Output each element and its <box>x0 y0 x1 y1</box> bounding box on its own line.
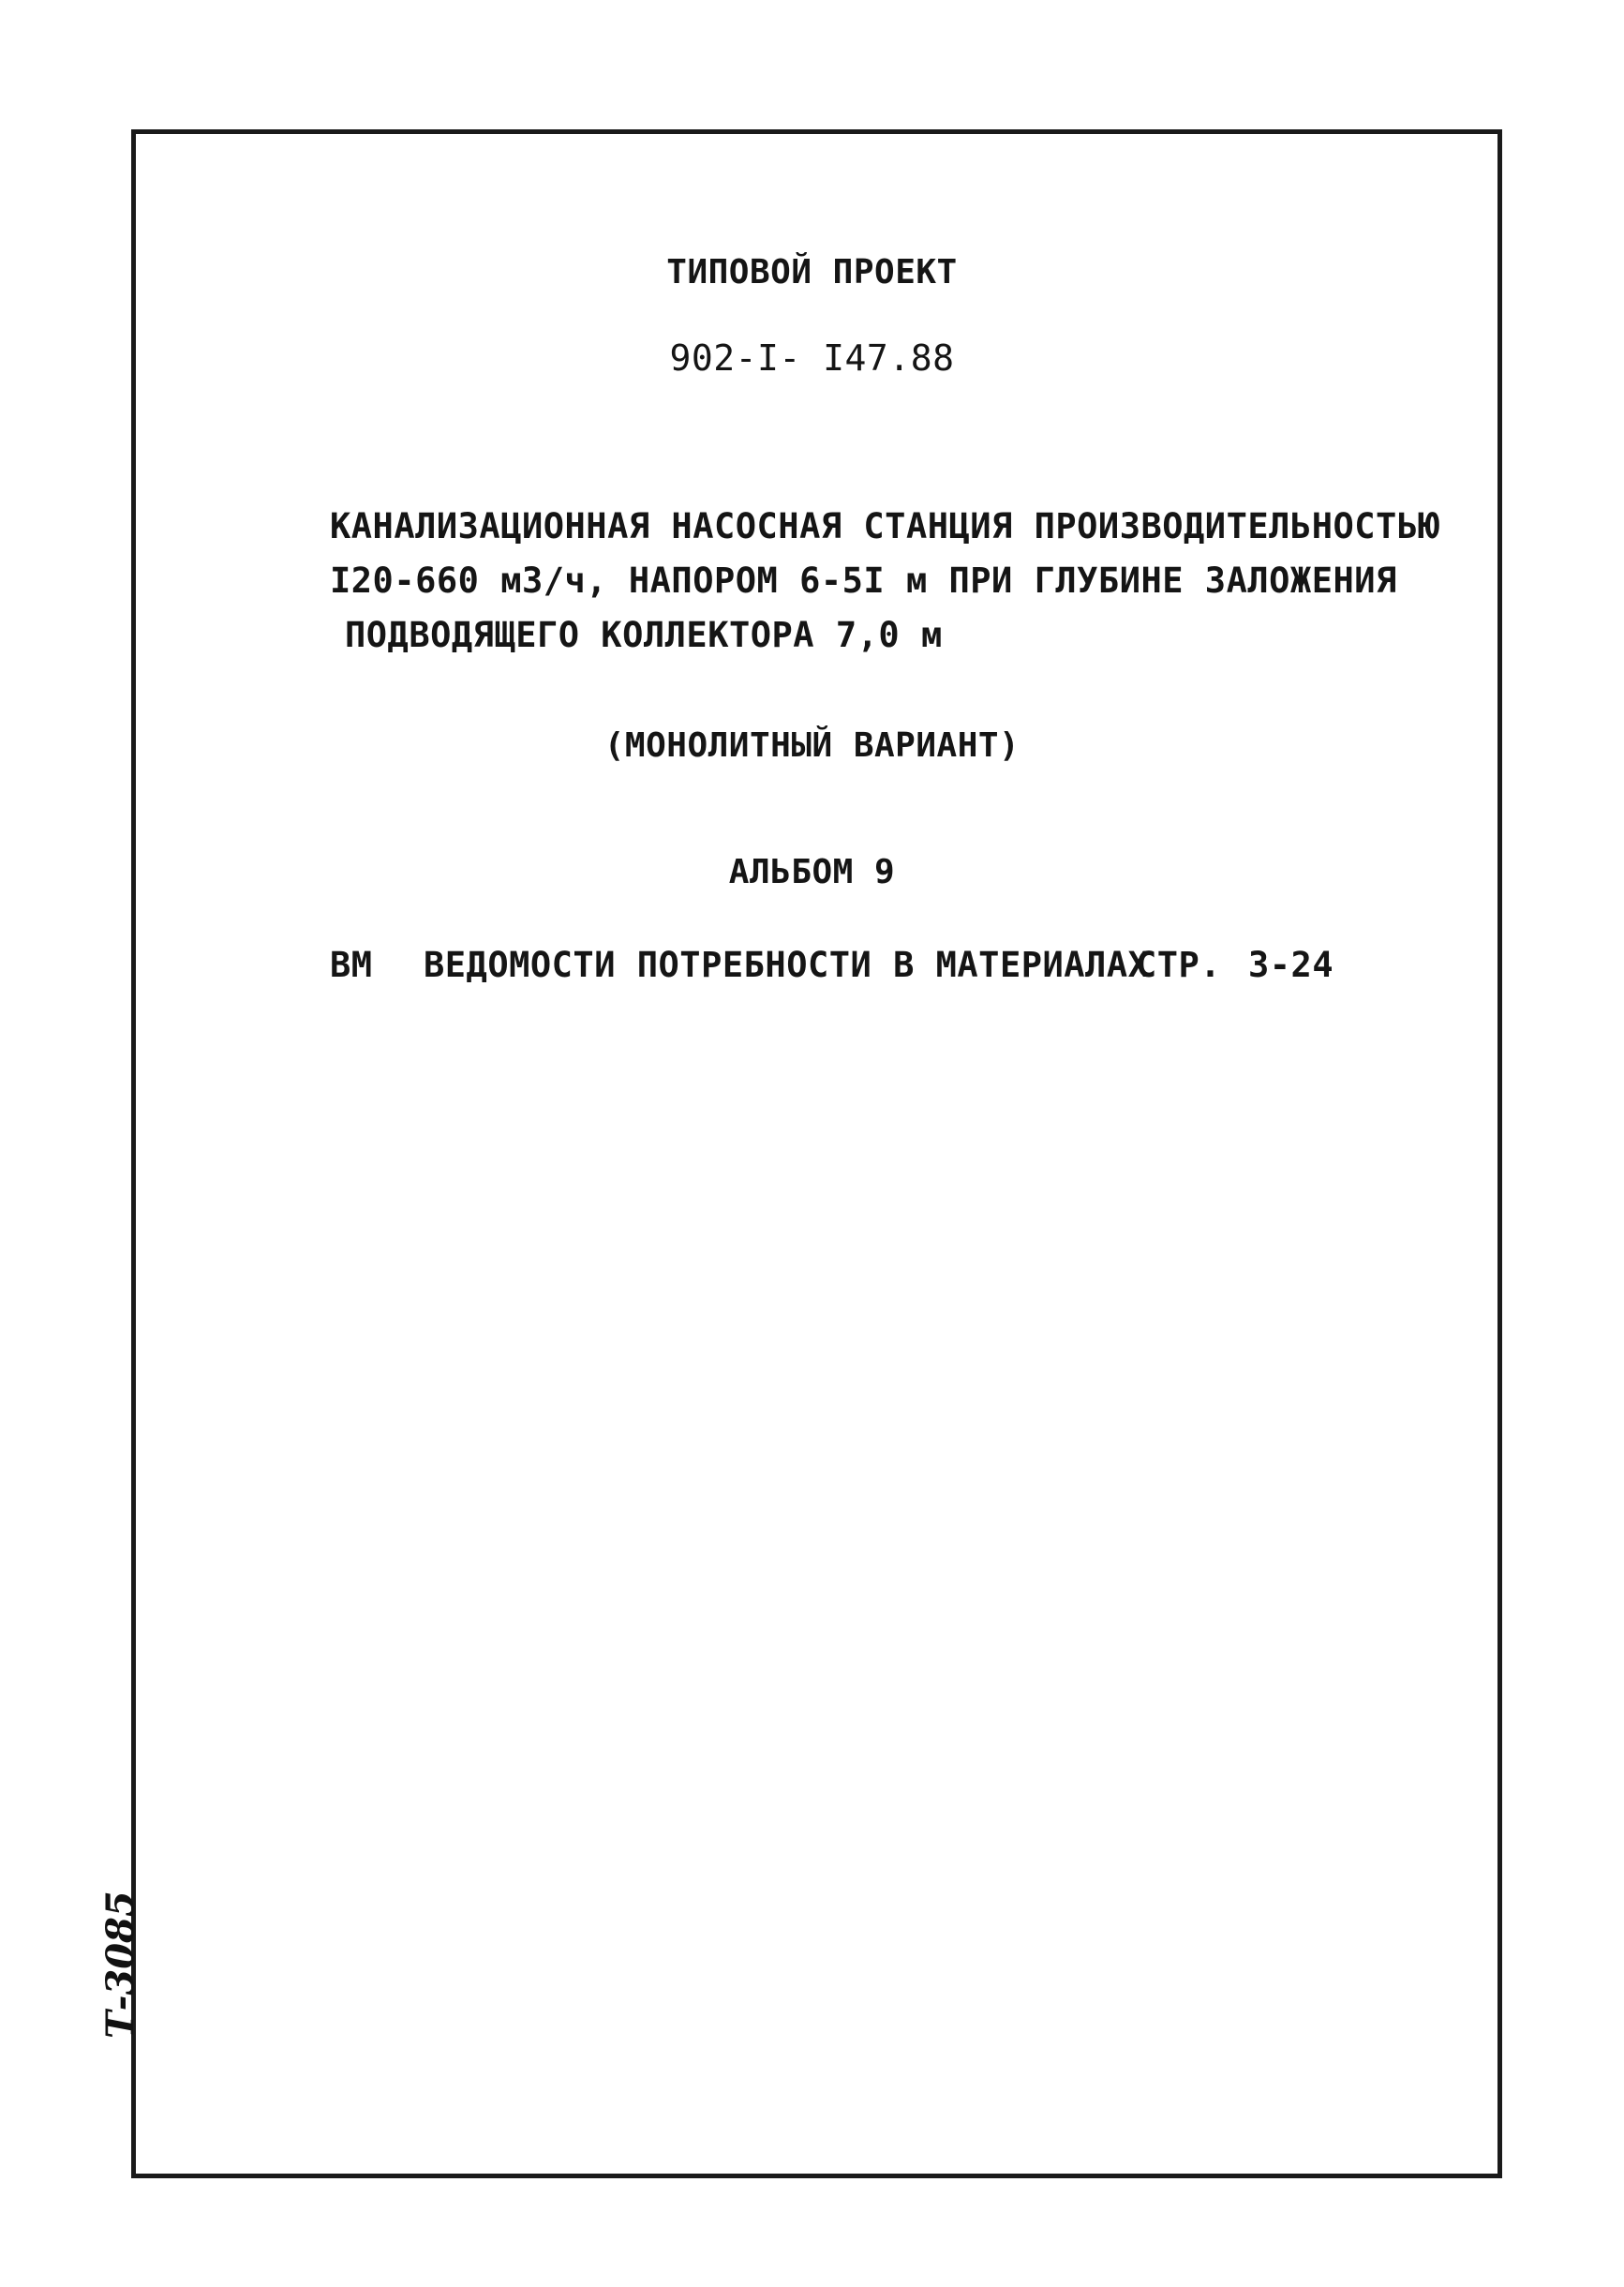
section-code: ВМ <box>330 945 373 985</box>
document-number: 902-I- I47.88 <box>669 337 955 379</box>
section-title: ВЕДОМОСТИ ПОТРЕБНОСТИ В МАТЕРИАЛАХ <box>424 945 1150 985</box>
title-line-1: КАНАЛИЗАЦИОННАЯ НАСОСНАЯ СТАНЦИЯ ПРОИЗВОДИТЕЛЬНОСТЬЮ <box>330 506 1440 546</box>
variant-label: (МОНОЛИТНЫЙ ВАРИАНТ) <box>603 726 1021 765</box>
pages-label: СТР. <box>1136 945 1222 985</box>
album-label: АЛЬБОМ 9 <box>728 853 896 891</box>
pages-range: 3-24 <box>1248 945 1334 985</box>
title-line-2: I20-660 м3/ч, НАПОРОМ 6-5I м ПРИ ГЛУБИНЕ ЗАЛОЖЕНИЯ <box>330 561 1397 601</box>
document-type: ТИПОВОЙ ПРОЕКТ <box>666 253 958 291</box>
title-line-3: ПОДВОДЯЩЕГО КОЛЛЕКТОРА 7,0 м <box>345 615 943 655</box>
page-border-frame <box>131 129 1502 2178</box>
handwritten-inventory-number: Т-3085 <box>98 1891 142 2039</box>
contents-row <box>330 945 1333 985</box>
